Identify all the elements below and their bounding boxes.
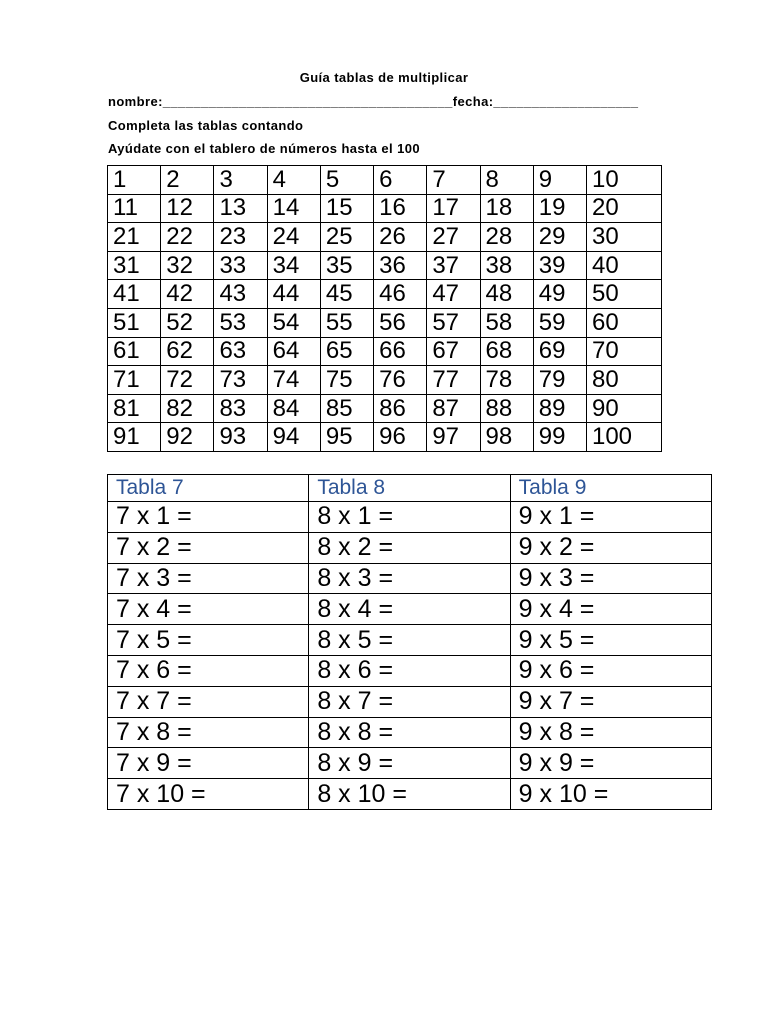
board-cell: 36	[374, 251, 427, 280]
board-cell: 97	[427, 423, 480, 452]
board-row	[108, 251, 662, 280]
board-cell: 42	[161, 280, 214, 309]
table-row	[108, 779, 712, 810]
board-cell: 67	[427, 337, 480, 366]
board-cell: 4	[267, 166, 320, 195]
multiplication-cell: 7 x 9 =	[108, 748, 309, 779]
multiplication-cell: 8 x 10 =	[309, 779, 510, 810]
board-cell: 38	[480, 251, 533, 280]
table-row	[108, 717, 712, 748]
multiplication-cell: 8 x 6 =	[309, 655, 510, 686]
board-cell: 20	[586, 194, 661, 223]
board-cell: 87	[427, 394, 480, 423]
board-cell: 95	[320, 423, 373, 452]
board-cell: 24	[267, 223, 320, 252]
board-cell: 68	[480, 337, 533, 366]
multiplication-cell: 8 x 9 =	[309, 748, 510, 779]
board-cell: 60	[586, 308, 661, 337]
board-cell: 16	[374, 194, 427, 223]
board-cell: 25	[320, 223, 373, 252]
board-cell: 74	[267, 366, 320, 395]
board-cell: 22	[161, 223, 214, 252]
multiplication-cell: 8 x 2 =	[309, 532, 510, 563]
board-cell: 30	[586, 223, 661, 252]
board-cell: 1	[108, 166, 161, 195]
board-cell: 94	[267, 423, 320, 452]
board-cell: 46	[374, 280, 427, 309]
board-cell: 48	[480, 280, 533, 309]
board-cell: 85	[320, 394, 373, 423]
board-cell: 29	[533, 223, 586, 252]
board-cell: 80	[586, 366, 661, 395]
multiplication-cell: 9 x 6 =	[510, 655, 711, 686]
board-cell: 66	[374, 337, 427, 366]
multiplication-table	[107, 474, 712, 810]
board-cell: 40	[586, 251, 661, 280]
multiplication-cell: 7 x 10 =	[108, 779, 309, 810]
board-cell: 44	[267, 280, 320, 309]
board-cell: 6	[374, 166, 427, 195]
board-cell: 27	[427, 223, 480, 252]
board-cell: 52	[161, 308, 214, 337]
board-cell: 98	[480, 423, 533, 452]
board-cell: 21	[108, 223, 161, 252]
table-row	[108, 532, 712, 563]
board-cell: 54	[267, 308, 320, 337]
board-cell: 70	[586, 337, 661, 366]
board-cell: 7	[427, 166, 480, 195]
board-cell: 15	[320, 194, 373, 223]
board-cell: 81	[108, 394, 161, 423]
board-cell: 32	[161, 251, 214, 280]
multiplication-cell: 8 x 4 =	[309, 594, 510, 625]
board-cell: 51	[108, 308, 161, 337]
table-row	[108, 502, 712, 533]
board-cell: 69	[533, 337, 586, 366]
board-cell: 50	[586, 280, 661, 309]
multiplication-cell: 9 x 8 =	[510, 717, 711, 748]
multiplication-cell: 7 x 2 =	[108, 532, 309, 563]
board-cell: 83	[214, 394, 267, 423]
board-row	[108, 308, 662, 337]
board-cell: 76	[374, 366, 427, 395]
number-board	[107, 165, 662, 452]
page-title: Guía tablas de multiplicar	[299, 70, 469, 85]
board-cell: 91	[108, 423, 161, 452]
board-cell: 10	[586, 166, 661, 195]
multiplication-cell: 9 x 9 =	[510, 748, 711, 779]
board-cell: 18	[480, 194, 533, 223]
table-row	[108, 625, 712, 656]
board-cell: 33	[214, 251, 267, 280]
multiplication-cell: 7 x 3 =	[108, 563, 309, 594]
multiplication-cell: 7 x 1 =	[108, 502, 309, 533]
board-cell: 82	[161, 394, 214, 423]
table-row	[108, 655, 712, 686]
board-cell: 45	[320, 280, 373, 309]
board-cell: 55	[320, 308, 373, 337]
board-cell: 90	[586, 394, 661, 423]
board-cell: 17	[427, 194, 480, 223]
board-row	[108, 394, 662, 423]
board-cell: 53	[214, 308, 267, 337]
board-cell: 96	[374, 423, 427, 452]
board-cell: 14	[267, 194, 320, 223]
name-date-line: nombre:______________________________________fecha:___________________	[108, 94, 639, 109]
board-cell: 28	[480, 223, 533, 252]
board-cell: 93	[214, 423, 267, 452]
multiplication-cell: 9 x 5 =	[510, 625, 711, 656]
board-cell: 43	[214, 280, 267, 309]
board-cell: 23	[214, 223, 267, 252]
multiplication-cell: 8 x 5 =	[309, 625, 510, 656]
board-cell: 99	[533, 423, 586, 452]
board-cell: 2	[161, 166, 214, 195]
board-cell: 59	[533, 308, 586, 337]
board-cell: 64	[267, 337, 320, 366]
table-header: Tabla 9	[510, 475, 711, 502]
board-cell: 47	[427, 280, 480, 309]
board-cell: 63	[214, 337, 267, 366]
board-cell: 3	[214, 166, 267, 195]
board-cell: 88	[480, 394, 533, 423]
multiplication-cell: 7 x 7 =	[108, 686, 309, 717]
table-header: Tabla 7	[108, 475, 309, 502]
multiplication-cell: 9 x 2 =	[510, 532, 711, 563]
board-cell: 92	[161, 423, 214, 452]
board-cell: 34	[267, 251, 320, 280]
multiplication-cell: 9 x 3 =	[510, 563, 711, 594]
board-cell: 11	[108, 194, 161, 223]
board-row	[108, 223, 662, 252]
board-cell: 89	[533, 394, 586, 423]
board-cell: 19	[533, 194, 586, 223]
board-cell: 86	[374, 394, 427, 423]
multiplication-cell: 8 x 8 =	[309, 717, 510, 748]
board-cell: 39	[533, 251, 586, 280]
board-cell: 41	[108, 280, 161, 309]
board-cell: 12	[161, 194, 214, 223]
table-row	[108, 563, 712, 594]
multiplication-cell: 7 x 6 =	[108, 655, 309, 686]
board-cell: 37	[427, 251, 480, 280]
multiplication-cell: 7 x 5 =	[108, 625, 309, 656]
board-row	[108, 337, 662, 366]
table-row	[108, 686, 712, 717]
board-row	[108, 366, 662, 395]
board-row	[108, 194, 662, 223]
multiplication-cell: 9 x 4 =	[510, 594, 711, 625]
board-cell: 31	[108, 251, 161, 280]
board-cell: 58	[480, 308, 533, 337]
multiplication-cell: 7 x 8 =	[108, 717, 309, 748]
board-cell: 57	[427, 308, 480, 337]
board-row	[108, 166, 662, 195]
board-row	[108, 423, 662, 452]
instruction-board-help: Ayúdate con el tablero de números hasta el 100	[108, 141, 420, 156]
board-cell: 78	[480, 366, 533, 395]
board-cell: 77	[427, 366, 480, 395]
board-cell: 13	[214, 194, 267, 223]
board-cell: 8	[480, 166, 533, 195]
table-header: Tabla 8	[309, 475, 510, 502]
multiplication-cell: 8 x 1 =	[309, 502, 510, 533]
multiplication-cell: 7 x 4 =	[108, 594, 309, 625]
board-cell: 62	[161, 337, 214, 366]
multiplication-cell: 9 x 10 =	[510, 779, 711, 810]
multiplication-cell: 9 x 1 =	[510, 502, 711, 533]
board-cell: 84	[267, 394, 320, 423]
table-row	[108, 594, 712, 625]
multiplication-cell: 8 x 3 =	[309, 563, 510, 594]
board-cell: 79	[533, 366, 586, 395]
board-cell: 100	[586, 423, 661, 452]
instruction-complete: Completa las tablas contando	[108, 118, 304, 133]
board-cell: 71	[108, 366, 161, 395]
multiplication-cell: 9 x 7 =	[510, 686, 711, 717]
board-cell: 61	[108, 337, 161, 366]
board-cell: 49	[533, 280, 586, 309]
board-cell: 75	[320, 366, 373, 395]
board-cell: 26	[374, 223, 427, 252]
board-cell: 72	[161, 366, 214, 395]
board-cell: 9	[533, 166, 586, 195]
board-cell: 35	[320, 251, 373, 280]
board-cell: 65	[320, 337, 373, 366]
board-cell: 5	[320, 166, 373, 195]
board-cell: 56	[374, 308, 427, 337]
multiplication-cell: 8 x 7 =	[309, 686, 510, 717]
board-cell: 73	[214, 366, 267, 395]
board-row	[108, 280, 662, 309]
table-row	[108, 748, 712, 779]
